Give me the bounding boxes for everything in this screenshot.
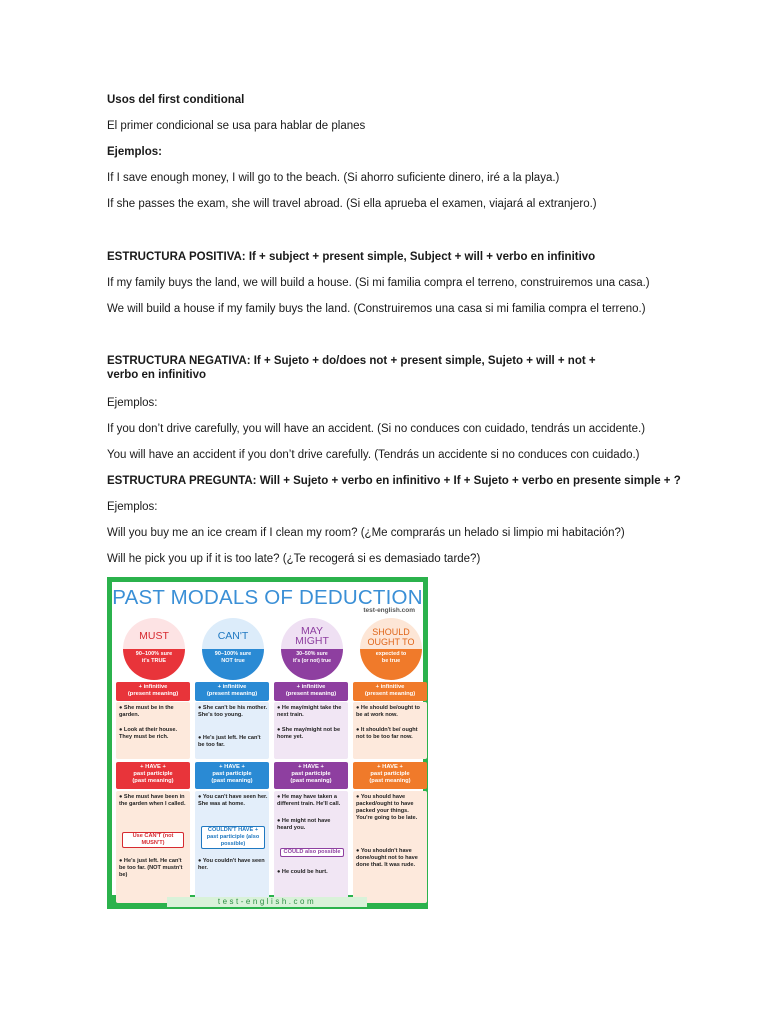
cant-circle [202,618,264,680]
cant-past-box [195,791,269,903]
may-example-past-3: ● He could be hurt. [277,869,328,875]
past-modals-infographic [107,577,428,909]
must-note: Use CAN'T (not MUSN'T) [122,832,184,848]
should-example-past-2: ● You shouldn't have done/ought not to have done that. It was rude. [356,848,418,868]
should-example-past-1: ● You should have packed/ought to have packed your things. You're going to be late. [356,794,418,821]
negative-example-1: If you don’t drive carefully, you will have an accident. (Si no conduces con cuidado, tendrás un accidente.) [107,423,646,435]
doc-title: Usos del first conditional [107,94,245,106]
examples-heading: Ejemplos: [107,146,162,158]
question-structure-heading: ESTRUCTURA PREGUNTA: Will + Sujeto + verbo en infinitivo + If + Sujeto + verbo en presente simple + ? [107,475,681,487]
intro-line: El primer condicional se usa para hablar de planes [107,120,366,132]
should-example-present-2: ● It shouldn't be/ ought not to be too far now. [356,727,418,740]
should-circle [360,618,422,680]
may-example-past-2: ● He might not have heard you. [277,818,331,831]
should-infinitive-header: + infinitive (present meaning) [353,682,427,701]
should-example-present-1: ● He should be/ought to be at work now. [356,705,420,718]
should-present-box [353,702,427,759]
may-infinitive-header: + infinitive (present meaning) [274,682,348,701]
example-2: If she passes the exam, she will travel abroad. (Si ella aprueba el examen, viajará al extranjero.) [107,198,597,210]
must-example-present-2: ● Look at their house. They must be rich. [119,727,178,740]
may-might-circle [281,618,343,680]
cant-certainty: 90–100% sure NOT true [214,651,252,664]
must-example-past-2: ● He's just left. He can't be too far. (NOT mustn't be) [119,858,183,878]
cant-example-past-2: ● You couldn't have seen her. [198,858,265,871]
cant-have-header: + HAVE + past participle (past meaning) [195,762,269,789]
cant-present-box [195,702,269,759]
negative-structure-heading: ESTRUCTURA NEGATIVA: If + Sujeto + do/does not + present simple, Sujeto + will + not + verbo en infinitivo [107,355,596,381]
must-label: MUST [139,630,169,642]
may-might-certainty: 30–50% sure it's (or not) true [292,651,332,664]
must-circle [123,618,185,680]
positive-example-2: We will build a house if my family buys the land. (Construiremos una casa si mi familia compra el terreno.) [107,303,646,315]
cant-note: COULDN'T HAVE + past participle (also possible) [201,826,265,849]
should-certainty: expected to be true [375,651,407,664]
infographic-panel [112,582,423,895]
infographic-title: PAST MODALS OF DEDUCTION [112,586,423,609]
negative-example-2: You will have an accident if you don’t drive carefully. (Tendrás un accidente si no conduces con cuidado.) [107,449,640,461]
cant-infinitive-header: + infinitive (present meaning) [195,682,269,701]
may-example-present-1: ● He may/might take the next train. [277,705,342,718]
must-example-past-1: ● She must have been in the garden when I called. [119,794,186,807]
must-present-box [116,702,190,759]
may-example-past-1: ● He may have taken a different train. He'll call. [277,794,341,807]
may-example-present-2: ● She may/might not be home yet. [277,727,341,740]
question-example-1: Will you buy me an ice cream if I clean my room? (¿Me comprarás un helado si limpio mi habitación?) [107,527,625,539]
should-have-header: + HAVE + past participle (past meaning) [353,762,427,789]
cant-label: CAN'T [217,630,249,642]
footer-logo: test-english.com [167,897,367,907]
must-have-header: + HAVE + past participle (past meaning) [116,762,190,789]
positive-structure-heading: ESTRUCTURA POSITIVA: If + subject + present simple, Subject + will + verbo en infinitivo [107,251,596,263]
cant-example-past-1: ● You can't have seen her. She was at home. [198,794,268,807]
must-example-present-1: ● She must be in the garden. [119,705,174,718]
must-past-box [116,791,190,903]
may-past-box [274,791,348,903]
brand-logo: test-english.com [363,607,415,614]
may-have-header: + HAVE + past participle (past meaning) [274,762,348,789]
must-certainty: 90–100% sure it's TRUE [135,651,173,664]
may-might-label: MAY MIGHT [295,625,329,647]
example-1: If I save enough money, I will go to the beach. (Si ahorro suficiente dinero, iré a la playa.) [107,172,560,184]
must-infinitive-header: + infinitive (present meaning) [116,682,190,701]
negative-examples-label: Ejemplos: [107,397,158,409]
should-past-box [353,791,427,903]
may-present-box [274,702,348,759]
question-examples-label: Ejemplos: [107,501,158,513]
cant-example-present-1: ● She can't be his mother. She's too young. [198,705,268,718]
should-label: SHOULD OUGHT TO [367,627,415,647]
question-example-2: Will he pick you up if it is too late? (¿Te recogerá si es demasiado tarde?) [107,553,481,565]
may-note: COULD also possible [280,848,344,857]
cant-example-present-2: ● He's just left. He can't be too far. [198,735,261,748]
positive-example-1: If my family buys the land, we will build a house. (Si mi familia compra el terreno, construiremos una casa.) [107,277,650,289]
